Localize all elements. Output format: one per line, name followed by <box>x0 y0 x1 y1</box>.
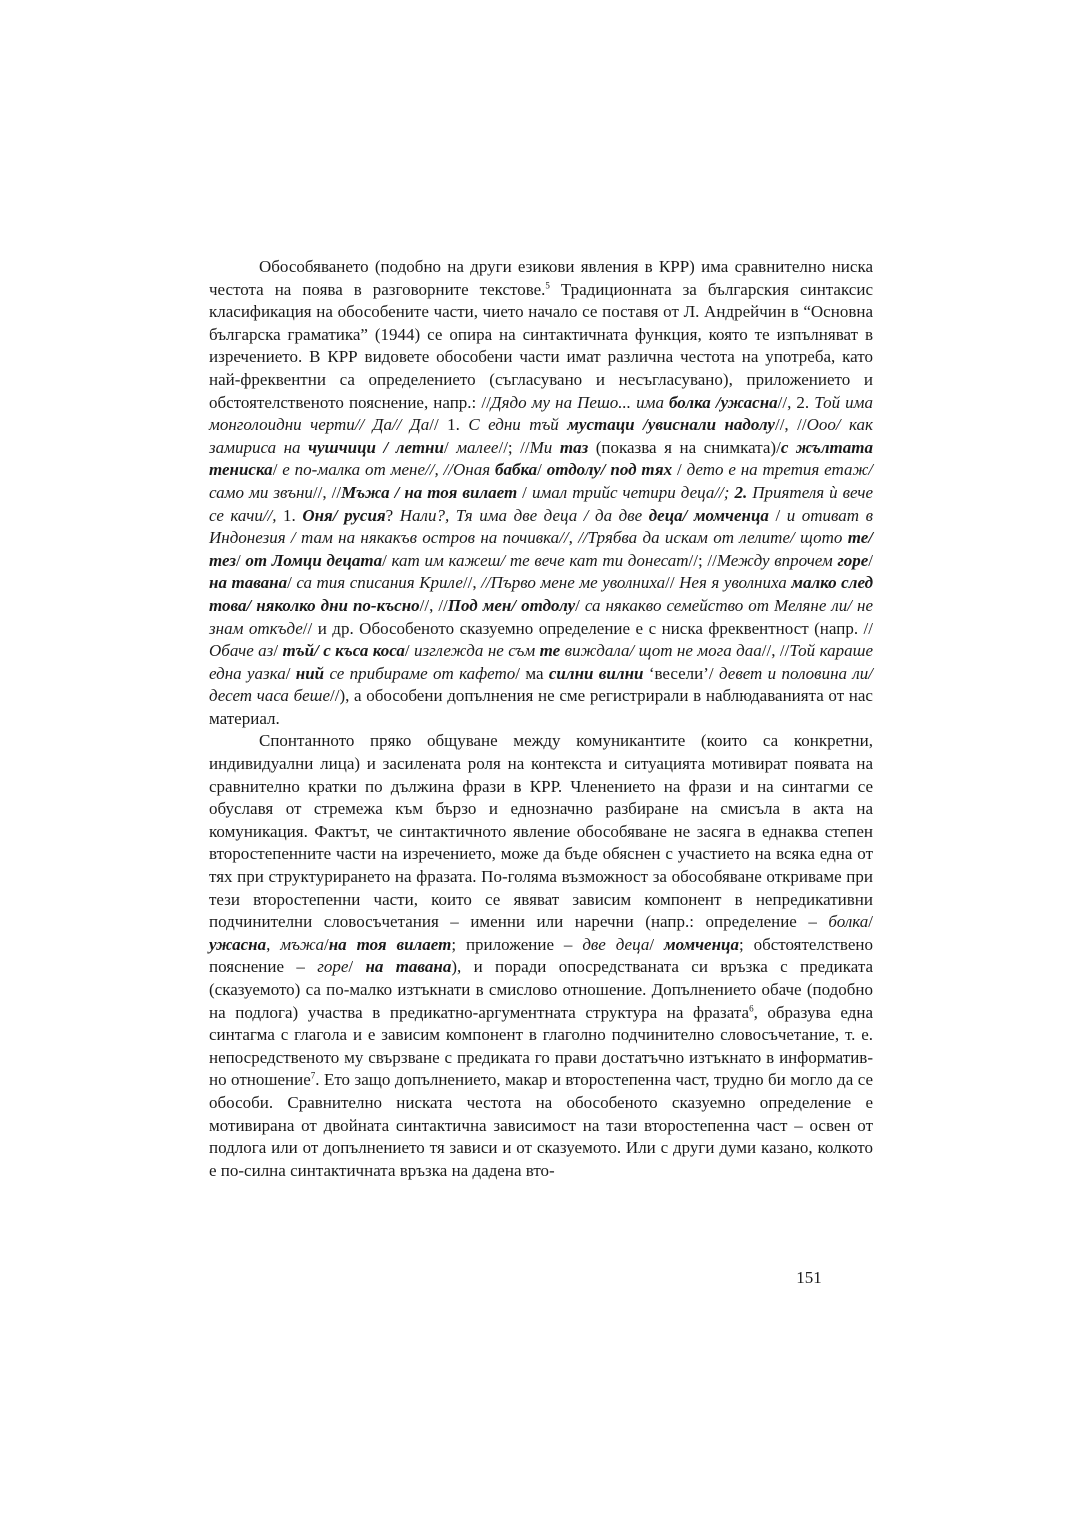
text-run: //, 2. <box>777 392 815 412</box>
text-run: ‘весели’/ <box>643 663 719 683</box>
page-number: 151 <box>796 1268 822 1287</box>
text-run: //), а обособени допълнения не сме регистрирали в наблюдаванията от нас материал. <box>209 686 873 728</box>
italic-text: са някакво семейство от Меляне ли/ не знам откъде <box>209 595 873 638</box>
text-run: / <box>324 934 329 954</box>
text-run: //, <box>462 573 482 593</box>
bold-italic-text: Оня/ русия <box>302 505 386 525</box>
footnote-ref: 5 <box>545 279 550 290</box>
text-run: 1. <box>276 505 303 525</box>
bold-italic-text: тъй/ с къса коса <box>282 641 405 661</box>
text-run: , образува една синтагма с глагола и е зависим компонент в глаголно подчинително словосъчетание, т. е. непосредственото му свързване с предиката го прави достатъчно изтъкнато в информативно отношение <box>209 1002 874 1090</box>
bold-italic-text: на тоя вилает <box>328 934 452 954</box>
text-run: / <box>348 957 366 977</box>
italic-text: Нея я уволниха <box>679 573 792 593</box>
italic-text: малее <box>456 437 499 457</box>
italic-text: Приятеля ѝ вече се качи//, <box>209 482 874 525</box>
text-run: //, // <box>312 482 342 502</box>
text-run: / <box>868 550 873 570</box>
bold-italic-text: момченца <box>663 934 739 954</box>
bold-italic-text: 2. <box>734 482 748 502</box>
text-run: / <box>272 460 283 480</box>
text-run: // и др. Обособеното сказуемно определение е с ниска фреквентност (напр. // <box>302 618 873 638</box>
italic-text: дето е на третия етаж/ само ми звъни <box>209 460 873 502</box>
italic-text: Той има монголоидни черти// Да// Да <box>209 392 874 435</box>
text-run: / <box>382 550 392 570</box>
italic-text: са тия списания Криле <box>296 573 463 593</box>
text-run: . Ето защо допълнението, макар и второстепенна част, трудно би могло да се обособи. Сравнително ниската честота на обособеното сказуемно определение е мотивирана от двойната синтактична зависимост на тази второстепенна част – освен от подлога или от допълнението тя зависи и от сказуемото. Или с други думи казано, колкото е по-силна синтактичната връзка на дадена вто- <box>209 1070 873 1180</box>
text-run: / <box>235 550 246 570</box>
italic-text: //Първо мене ме уволниха <box>481 573 666 593</box>
text-run: ? <box>385 505 400 525</box>
bold-italic-text: ужасна <box>209 934 267 954</box>
italic-text: мъжа <box>280 934 324 954</box>
italic-text: горе <box>317 957 349 977</box>
text-run: //; // <box>498 437 530 457</box>
text-run: / <box>768 505 787 525</box>
text-run: //, // <box>761 641 790 661</box>
italic-text: изглежда не съм <box>414 641 540 661</box>
italic-text: Той караше една уазка <box>209 641 874 683</box>
italic-text: две деца <box>582 934 650 954</box>
text-run: / <box>443 437 457 457</box>
bold-italic-text: на тавана <box>209 573 288 593</box>
paragraph-2 <box>209 730 873 1182</box>
bold-italic-text: те <box>539 641 561 661</box>
text-run: / ма <box>515 663 549 683</box>
text-run: / <box>537 460 547 480</box>
text-run: Традиционната за българския синтаксис класификация на обособените части, чието начало се поставя от Л. Андрейчин в “Основна българска граматика” (1944) се опира на синтактичната функция, която те изпълняват в изречението. В КРР видовете обособени части имат различна честота на употреба, като най-фреквентни са определението (съгласувано и несъгласувано), приложението и обстоятелственото пояснение, напр.: // <box>209 279 874 412</box>
bold-italic-text: на тавана <box>365 957 452 977</box>
italic-text: С едни тъй <box>468 415 568 435</box>
text-run: (показва я на снимката)/ <box>588 437 781 457</box>
text-run: , <box>266 934 281 954</box>
text-run: / <box>575 595 585 615</box>
bold-italic-text: силни вилни <box>548 663 644 683</box>
text-run: / <box>672 460 687 480</box>
text-run: Спонтанното пряко общуване между комуникантите (които са конкретни, индивидуални лица) и засилената роля на контекста и ситуацията мотивират появата на сравнително кратки по дължина фрази в КРР. Членението на фрази и на синтагми се обуславя от стремежа към бързо и еднозначно разбиране на смисъла в акта на комуникация. Фактът, че синтактичното явление обособяване не засяга в еднаква степен второстепенните части на изречението, може да бъде обяснен с участието на всяка една от тях при структурирането на фразата. По-голяма възможност за обособяване откриваме при тези второстепенни части, които се явяват зависим компонент в непредикативни подчинителни словосъчетания – именни или наречни (напр.: определение – <box>209 731 873 932</box>
bold-italic-text: чушчици / летни <box>308 437 444 457</box>
bold-italic-text: с жълтата тениска <box>209 437 873 480</box>
italic-text: кат им кажеш/ те вече кат ти донесат <box>391 550 689 570</box>
italic-text: се прибираме от кафето <box>329 663 516 683</box>
italic-text: Обаче аз <box>209 641 274 661</box>
bold-italic-text: деца/ момченца <box>648 505 769 525</box>
italic-text: виждала/ щот не мога даа <box>564 641 762 661</box>
italic-text: девет и половина ли/ десет часа беше <box>209 663 873 706</box>
italic-text: Ооо/ как замириса на <box>209 415 874 457</box>
text-run: Обособяването (подобно на други езикови явления в КРР) има сравнително ниска честота на поява в разговорните текстове. <box>209 257 873 299</box>
footnote-ref: 7 <box>310 1070 316 1081</box>
text-run: / <box>868 912 873 932</box>
bold-italic-text: горе <box>837 550 869 570</box>
bold-italic-text: малко след това/ няколко дни по-късно <box>209 573 874 615</box>
italic-text: имал трийс четири деца//; <box>531 482 735 502</box>
italic-text: и отиват в Индонезия / там на някакъв остров на почивка//, //Трябва да искам от лелите/ щото <box>209 505 873 548</box>
italic-text: Дядо му на Пешо... има <box>490 392 670 412</box>
text-run: //, // <box>419 595 448 615</box>
text-run: // 1. <box>429 415 469 435</box>
bold-italic-text: ний <box>295 663 325 683</box>
text-run: ; обстоятелствено пояснение – <box>209 934 873 977</box>
bold-italic-text: таз <box>559 437 589 457</box>
text-run: ; приложение – <box>451 934 583 954</box>
text-run: / <box>285 663 296 683</box>
paragraph-1 <box>209 256 873 730</box>
bold-italic-text: от Ломци децата <box>245 550 383 570</box>
italic-text: болка <box>828 912 869 932</box>
italic-text: Ми <box>529 437 560 457</box>
bold-italic-text: мустаци /увиснали надолу <box>567 415 775 435</box>
bold-italic-text: те/ тез <box>209 528 873 570</box>
text-run: ), и поради опосредстваната си връзка с предиката (сказуемото) са по-малко изтъкнати в смислово отношение. Допълнението обаче (подобно на подлога) участва в предикатно-аргументната структура на фразата <box>209 957 873 1022</box>
italic-text: Нали?, Тя има две деца / да две <box>399 505 649 525</box>
text-run: // <box>665 573 680 593</box>
text-run: / <box>287 573 297 593</box>
page-body <box>209 256 873 1182</box>
bold-italic-text: Под мен/ отдолу <box>447 595 576 615</box>
text-run: //, // <box>774 415 807 435</box>
bold-italic-text: бабка <box>494 460 538 480</box>
text-run: / <box>273 641 283 661</box>
text-run: / <box>517 482 532 502</box>
footnote-ref: 6 <box>749 1002 754 1013</box>
italic-text: е по-малка от мене//, //Оная <box>282 460 495 480</box>
bold-italic-text: болка /ужасна <box>669 392 778 412</box>
text-run: //; // <box>688 550 717 570</box>
bold-italic-text: отдолу/ под тях <box>546 460 673 480</box>
text-run: / <box>649 934 664 954</box>
italic-text: Между впрочем <box>716 550 838 570</box>
text-run: / <box>404 641 414 661</box>
bold-italic-text: Мъжа / на тоя вилает <box>341 482 518 502</box>
